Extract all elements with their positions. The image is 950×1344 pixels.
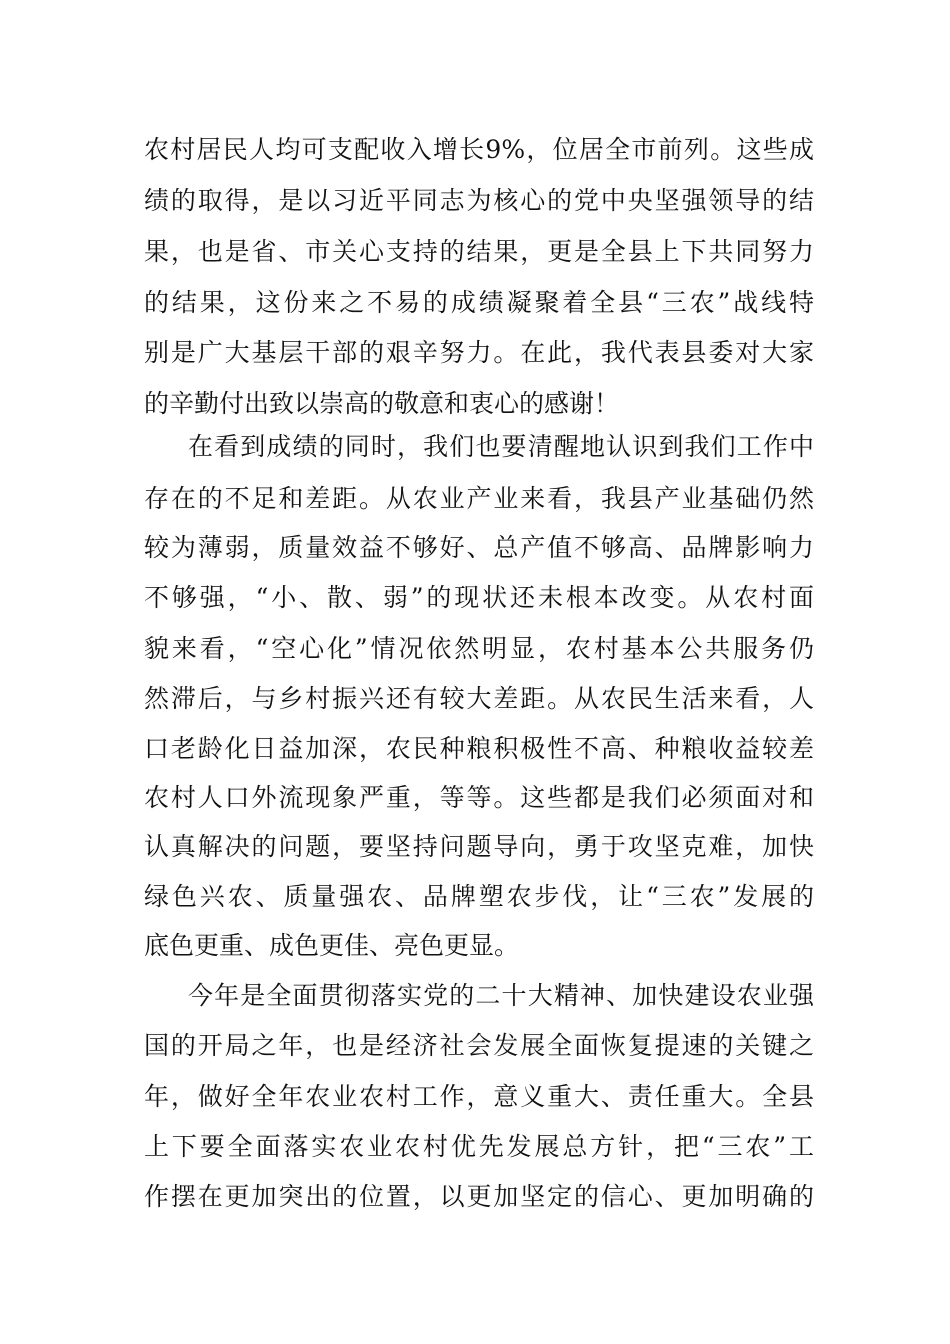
- paragraph-line: 今年是全面贯彻落实党的二十大精神、加快建设农业强: [188, 981, 814, 1010]
- paragraph-line: 在看到成绩的同时，我们也要清醒地认识到我们工作中: [188, 432, 814, 461]
- paragraph-line: 口老龄化日益加深，农民种粮积极性不高、种粮收益较差: [144, 734, 814, 763]
- paragraph-line: 别是广大基层干部的艰辛努力。在此，我代表县委对大家: [144, 338, 814, 367]
- paragraph-line: 不够强，“小、散、弱”的现状还未根本改变。从农村面: [144, 583, 814, 612]
- paragraph-line: 果，也是省、市关心支持的结果，更是全县上下共同努力: [144, 237, 814, 266]
- paragraph-line: 上下要全面落实农业农村优先发展总方针，把“三农”工: [144, 1132, 814, 1161]
- paragraph-line: 貌来看，“空心化”情况依然明显，农村基本公共服务仍: [144, 634, 814, 663]
- paragraph-line: 农村人口外流现象严重，等等。这些都是我们必须面对和: [144, 783, 814, 812]
- paragraph-line: 然滞后，与乡村振兴还有较大差距。从农民生活来看，人: [144, 684, 814, 713]
- paragraph-line: 年，做好全年农业农村工作，意义重大、责任重大。全县: [144, 1082, 814, 1111]
- paragraph-line: 作摆在更加突出的位置，以更加坚定的信心、更加明确的: [144, 1182, 814, 1211]
- paragraph-line: 的辛勤付出致以崇高的敬意和衷心的感谢！: [144, 389, 620, 418]
- paragraph-line: 绿色兴农、质量强农、品牌塑农步伐，让“三农”发展的: [144, 882, 814, 911]
- paragraph-line: 国的开局之年，也是经济社会发展全面恢复提速的关键之: [144, 1031, 814, 1060]
- paragraph-line: 认真解决的问题，要坚持问题导向，勇于攻坚克难，加快: [144, 832, 814, 861]
- paragraph-line: 较为薄弱，质量效益不够好、总产值不够高、品牌影响力: [144, 533, 814, 562]
- paragraph-line: 农村居民人均可支配收入增长9%，位居全市前列。这些成: [144, 135, 814, 164]
- paragraph-line: 绩的取得，是以习近平同志为核心的党中央坚强领导的结: [144, 186, 814, 215]
- paragraph-line: 存在的不足和差距。从农业产业来看，我县产业基础仍然: [144, 484, 814, 513]
- paragraph-line: 底色更重、成色更佳、亮色更显。: [144, 931, 520, 960]
- paragraph-line: 的结果，这份来之不易的成绩凝聚着全县“三农”战线特: [144, 288, 814, 317]
